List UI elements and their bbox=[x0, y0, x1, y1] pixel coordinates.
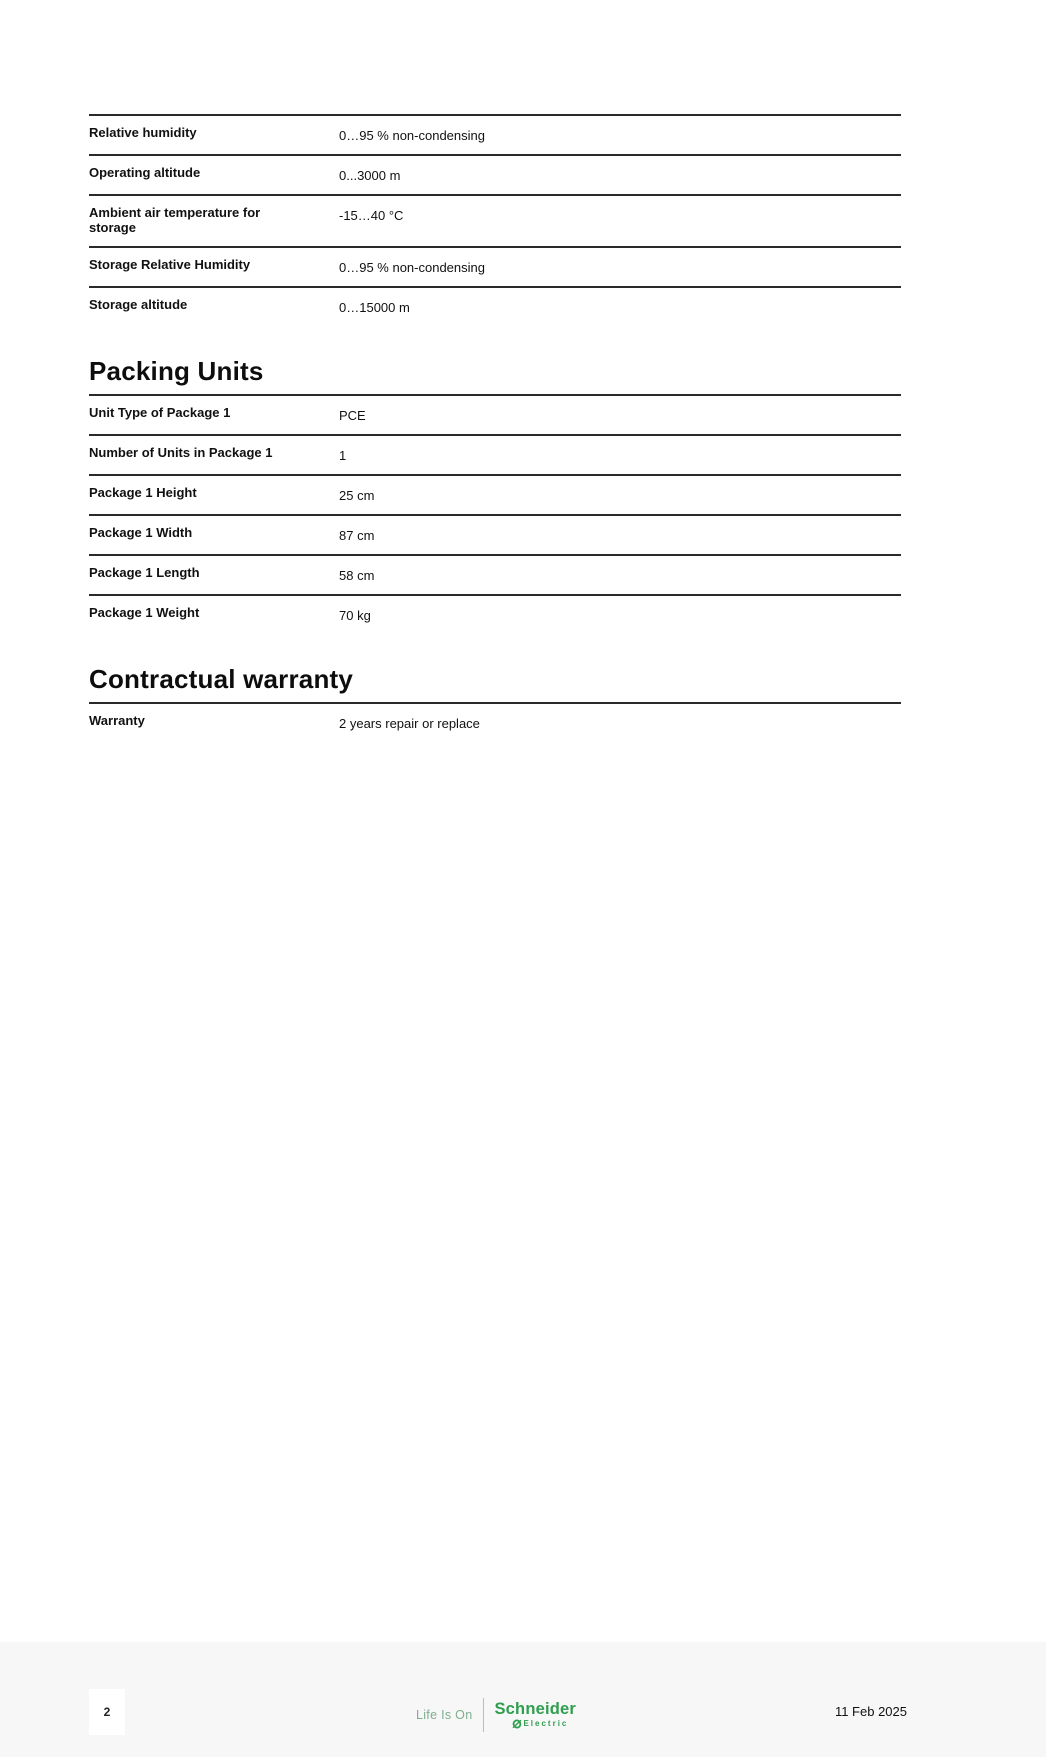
row-label: Storage altitude bbox=[89, 297, 188, 312]
page-number-box bbox=[89, 1689, 125, 1735]
table-row bbox=[89, 246, 901, 286]
section-heading-contractual-warranty: Contractual warranty bbox=[89, 664, 354, 694]
table-row bbox=[89, 434, 901, 474]
brand-sub-text: Electric bbox=[523, 1718, 569, 1728]
page-footer bbox=[0, 1642, 1046, 1757]
brand-sub-line bbox=[511, 1719, 576, 1729]
page-content bbox=[89, 0, 901, 742]
table-row bbox=[89, 286, 901, 326]
section-contractual-warranty bbox=[89, 664, 901, 742]
brand-block bbox=[494, 1701, 576, 1729]
row-value: 0...3000 m bbox=[339, 168, 401, 183]
row-label: Number of Units in Package 1 bbox=[89, 445, 273, 460]
spec-table-environment bbox=[89, 114, 901, 326]
table-row bbox=[89, 154, 901, 194]
row-value: 0…95 % non-condensing bbox=[339, 128, 485, 143]
row-value: PCE bbox=[339, 408, 366, 423]
table-row bbox=[89, 594, 901, 634]
table-row bbox=[89, 194, 901, 246]
brand-name: Schneider bbox=[494, 1700, 577, 1719]
row-value: 1 bbox=[339, 448, 347, 463]
row-label: Warranty bbox=[89, 713, 145, 728]
spec-table-packing-units bbox=[89, 394, 901, 634]
section-packing-units bbox=[89, 356, 901, 634]
table-row bbox=[89, 702, 901, 742]
row-label: Operating altitude bbox=[89, 165, 201, 180]
row-label: Package 1 Width bbox=[89, 525, 193, 540]
row-label: Package 1 Height bbox=[89, 485, 197, 500]
life-is-on-tagline: Life Is On bbox=[415, 1708, 473, 1722]
page-number: 2 bbox=[103, 1705, 111, 1719]
row-value: 87 cm bbox=[339, 528, 375, 543]
row-label: Ambient air temperature for storage bbox=[89, 205, 261, 235]
logo-divider bbox=[482, 1698, 483, 1732]
row-label: Relative humidity bbox=[89, 125, 197, 140]
row-label: Package 1 Length bbox=[89, 565, 200, 580]
schneider-emblem-icon bbox=[511, 1719, 521, 1729]
row-value: 25 cm bbox=[339, 488, 375, 503]
footer-date: 11 Feb 2025 bbox=[834, 1704, 907, 1719]
row-value: 2 years repair or replace bbox=[339, 716, 480, 731]
row-label: Storage Relative Humidity bbox=[89, 257, 251, 272]
row-value: 0…15000 m bbox=[339, 300, 410, 315]
row-value: 58 cm bbox=[339, 568, 375, 583]
schneider-electric-logo bbox=[416, 1698, 576, 1732]
table-row bbox=[89, 474, 901, 514]
table-row bbox=[89, 114, 901, 154]
table-row bbox=[89, 514, 901, 554]
row-value: -15…40 °C bbox=[339, 208, 404, 223]
section-environment bbox=[89, 114, 901, 326]
section-heading-packing-units: Packing Units bbox=[89, 356, 264, 386]
row-value: 0…95 % non-condensing bbox=[339, 260, 485, 275]
row-value: 70 kg bbox=[339, 608, 371, 623]
row-label: Unit Type of Package 1 bbox=[89, 405, 231, 420]
row-label: Package 1 Weight bbox=[89, 605, 200, 620]
spec-table-warranty bbox=[89, 702, 901, 742]
table-row bbox=[89, 554, 901, 594]
table-row bbox=[89, 394, 901, 434]
